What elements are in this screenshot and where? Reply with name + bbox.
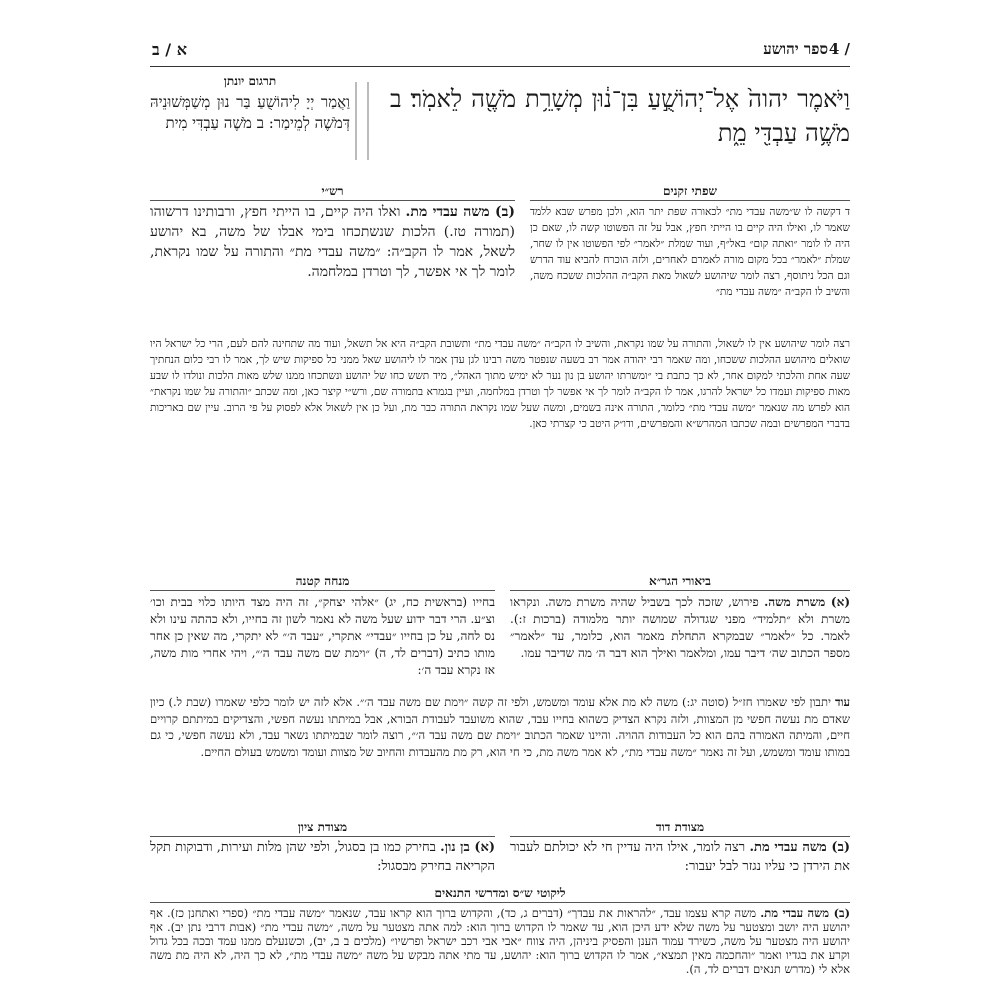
mincha-title: מנחה קטנה [295,574,350,588]
mincha-rule [150,590,495,591]
metzudas-david-lead: (ב) משה עבדי מת. [749,840,851,855]
rashi-body: ואלו היה קיים, בו הייתי חפץ, ורבותינו דרשוהו (תמורה טז.) הלכות שנשתכחו בימי אבלו של משה, בא יהושע לשאל, אמר לו הקב״ה: ״משה עבדי מת״ והתורה על שמו נקראת, לומר לך אי אפשר, לך וטרדן במלחמה. [150,204,515,280]
metzudas-tziyon-body: בחירק כמו בן בסגול, ולפי שהן מלות ועירות, ודבוקות תקל הקריאה בחירק מבסגול: [150,840,495,874]
likutei-title: ליקוטי ש״ס ומדרשי התנאים [434,886,566,900]
sifsei-text: ד דקשה לו ש״משה עבדי מת״ לכאורה שפת יתר הוא, ולכן מפרש שבא ללמד שאמר לו, ואילו היה קיים בו הייתי חפץ, אבל על זה הפשוטו קשה לו, שאם כן היה לו לומר ״ואתה קום״ באל״ף, ועוד שמלת ״לאמר״ לפי הפשוטו אין לו שחר, שמלת ״לאמר״ בכל מקום מורה לאמרם לאחרים, ולזה הוכרח להביא עוד הדרש וגם הכל ניתוסף, רצה לומר שיהושע לשאול מאת הקב״ה ההלכות ששכח משה, והשיב לו הקב״ה ״משה עבדי מת״ [530,206,850,298]
metzudas-tziyon-rule [150,836,495,837]
gra-lead: (א) משרת משה. [764,595,850,609]
page-header [150,38,850,67]
targum-title: תרגום יונתן [223,74,277,88]
od-body: יתבון לפי שאמרו חז״ל (סוטה יג:) משה לא מת אלא עומד ומשמש, ולפי זה קשה ״וימת שם משה עבד ה׳״. אלא לזה יש לומר כלפי שאמרו (שבת ל.) כיון שאדם מת נעשה חפשי מן המצוות, ולזה נקרא הצדיק כשהוא בחייו עבד, שהוא משועבד לעבודת הבורא, אבל במיתתו נעשה חפשי, והצדיקים במיתתם קרויים חיים, והמיתה האמורה בהם הוא כל העבודות ההויה. והיינו שאמר הכתוב ״וימת שם משה עבד ה׳״, רוצה לומר שבמיתתו נשאר עבד, ולא נעשה חפשי, כי גם במותו עומד ומשמש, ועל זה נאמר ״משה עבדי מת״, לא אמר משה מת, כי חי הוא, רק מת מהעבדות והחיוב של מצוות ועומד ומשמש בעולם החיים. [150,695,850,759]
rashi-title: רש״י [321,184,344,198]
sifsei-rule [530,200,850,201]
sifsei-title: שפתי זקנים [663,184,717,198]
column-divider [355,82,369,160]
gra-body: פירוש, שזכה לכך בשביל שהיה משרת משה. ונקראו משרת ולא ״תלמיד״ מפני שגדולה שמושה יותר מלמודה (ברכות ז:). לאמר. כל ״לאמר״ שבמקרא התחלת מאמר הוא, כלומר, עד ״לאמר״ מספר הכתוב שה׳ דיבר עמו, ומלאמר ואילך הוא דבר ה׳ מה שדיבר עמו. [510,595,850,660]
metzudas-david-rule [510,836,850,837]
od-lead: עוד [835,695,851,709]
likutei-text [150,906,851,976]
verse-text: וַיֹּאמֶר יהוה֙ אֶל־יְהוֹשֻׁ֣עַ בִּן־נ֔וּן מְשָׁרֵ֥ת מֹשֶׁ֖ה לֵאמֹֽר׃ ב מֹשֶׁ֥ה עַבְדִּ֖י מֵ֑ת [390,85,850,147]
document-page [150,38,851,976]
gra-title: ביאורי הגר״א [649,574,711,588]
gra-rule [510,590,850,591]
likutei-lead: (ב) משה עבדי מת. [760,906,851,920]
metzudas-tziyon-lead: (א) בן נון. [440,840,495,855]
od-text [150,694,850,810]
rashi-text [150,202,515,324]
mincha-text: בחייו (בראשית כח, יג) ״אלהי יצחק״, זה היה מצד היותו כלוי בבית וכו׳ וצ״ע. הרי דבר ידוע שעל משה לא נאמר לשון זה בחייו, ולא כהתה עינו ולא נס לחה, על כן בחייו ״עבדי״ אתקרי, ״עבד ה׳״ לא יתקרי, מה שאין כן אחר מותו כתיב (דברים לד, ה) ״וימת שם משה עבד ה׳״, ויהי אחרי מות משה, אז נקרא עבד ה׳: [150,595,495,677]
chapter-verse: א / ב [152,40,187,59]
metzudas-david-title: מצודת דוד [655,820,705,834]
rashi-lead: (ב) משה עבדי מת. [405,204,516,220]
targum-text: וַאֲמַר יְיָ לִיהוֹשֻׁעַ בַּר נוּן מְשַׁמְּשׁוּנֵיהּ דְּמֹשֶׁה לְמֵימַר: ב מֹשֶׁה עַבְדִּי מִית [150,93,350,132]
sifsei-continued: רצה לומר שיהושע אין לו לשאול, והתורה על שמו נקראת, והשיב לו הקב״ה ״משה עבדי מת״ ותשובת הקב״ה היא אל תשאל, ועוד מה שתחינה להם לעם, הרי כל ישראל היו שואלים מיהושע ההלכות ששכחו, ומה שאמר רבי יהודה אמר רב בשעה שנפטר משה רבינו לגן עדן אמר לו ליהושע שאל ממני כל ספיקות שיש לך, אמר לו רבי כלום הנחתיך שעה אחת והלכתי למקום אחר, לא כך כתבת בי ״ומשרתו יהושע בן נון נער לא ימיש מתוך האהל״, מיד תשש כחו של יהושע ונשתכחו ממנו שלש מאות הלכות ונולדו לו שבע מאות ספיקות ועמדו כל ישראל להרגו, אמר לו הקב״ה לומר לך אי אפשר לך וטרדן במלחמה, ועיין בגמרא בתמורה שם, ורש״י קיצר כאן, ומה שכתב ״והתורה על שמו נקראת״ הוא לפרש מה שנאמר ״משה עבדי מת״ כלומר, התורה אינה בשמים, ומשה שעל שמו נקראת התורה כבר מת, ועל כן אין לשאול אלא לפסוק על פי הרוב. עיין שם באריכות בדברי המפרשים ובמה שכתבו המהרש״א והמפרשים, ודו״ק היטב כי קצרתי כאן. [150,338,850,430]
metzudas-tziyon-title: מצודת ציון [297,820,348,834]
metzudas-david-body: רצה לומר, אילו היה עדיין חי לא יכולתם לעבור את הירדן כי עליו נגזר לבל יעבור: [510,840,850,874]
rashi-rule [150,200,515,201]
gra-text [510,594,850,690]
book-title: ספר יהושע [763,40,828,58]
metzudas-tziyon-text [150,838,495,882]
metzudas-david-text [510,838,850,882]
likutei-body: משה קרא עצמו עבד, ״להראות את עבדך״ (דברים ג, כד), והקדוש ברוך הוא קראו עבד, שנאמר ״משה עבדי מת״ (ספרי ואתחנן כז). אף יהושע היה יושב ומצטער על משה שלא ידע היכן הוא, עד שאמר לו הקדוש ברוך הוא: למה אתה מצטער על משה, ״משה עבדי מת״ (אבות דרבי נתן יב). אף יהושע היה מצטער על משה, כשירד עמוד הענן והפסיק ביניהן, היה צווח ״אבי אבי רכב ישראל ופרשיו״ (מלכים ב ב, יב), וכשנעלם ממנו עמד ובכה בכל גדול וקרע את בגדיו ואמר ״והחכמה מאין תמצא״, אמר לו הקדוש ברוך הוא: יהושע, עד מתי אתה מבקש על משה ״משה עבדי מת״, לא כך היה, לא היה מת משה אלא לי (מדרש תנאים דברים לד, ה). [150,906,850,976]
page-number: 4 / [828,40,850,58]
likutei-rule [150,902,850,903]
